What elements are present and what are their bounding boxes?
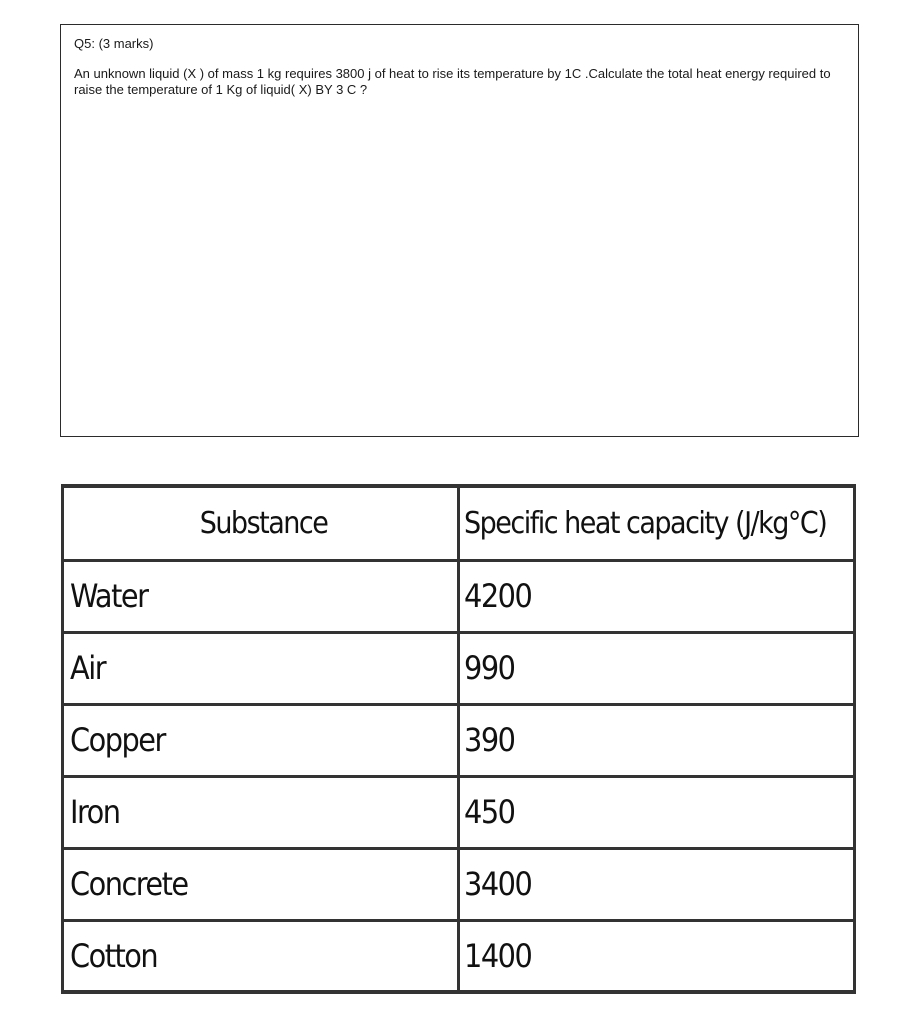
substance-cell: Copper [63,704,459,776]
question-box [60,24,859,437]
table-row [63,632,855,704]
question-title: Q5: (3 marks) [74,36,154,51]
substance-cell: Cotton [63,920,459,992]
table-row [63,920,855,992]
table-row [63,776,855,848]
question-text: An unknown liquid (X ) of mass 1 kg requires 3800 j of heat to rise its temperature by 1C .Calculate the total heat energy required to raise the temperature of 1 Kg of liquid( X) BY 3 C ? [74,66,831,97]
heat-capacity-cell: 990 [459,632,855,704]
heat-capacity-cell: 450 [459,776,855,848]
specific-heat-table [61,484,856,994]
header-specific-heat-capacity: Specific heat capacity (J/kg°C) [459,486,855,560]
table-row [63,560,855,632]
table-header-row [63,486,855,560]
heat-capacity-cell: 4200 [459,560,855,632]
heat-capacity-cell: 3400 [459,848,855,920]
substance-cell: Air [63,632,459,704]
table-row [63,704,855,776]
substance-cell: Iron [63,776,459,848]
substance-cell: Concrete [63,848,459,920]
heat-capacity-cell: 1400 [459,920,855,992]
specific-heat-table-container [61,484,856,994]
substance-cell: Water [63,560,459,632]
table-row [63,848,855,920]
header-substance: Substance [63,486,459,560]
heat-capacity-cell: 390 [459,704,855,776]
